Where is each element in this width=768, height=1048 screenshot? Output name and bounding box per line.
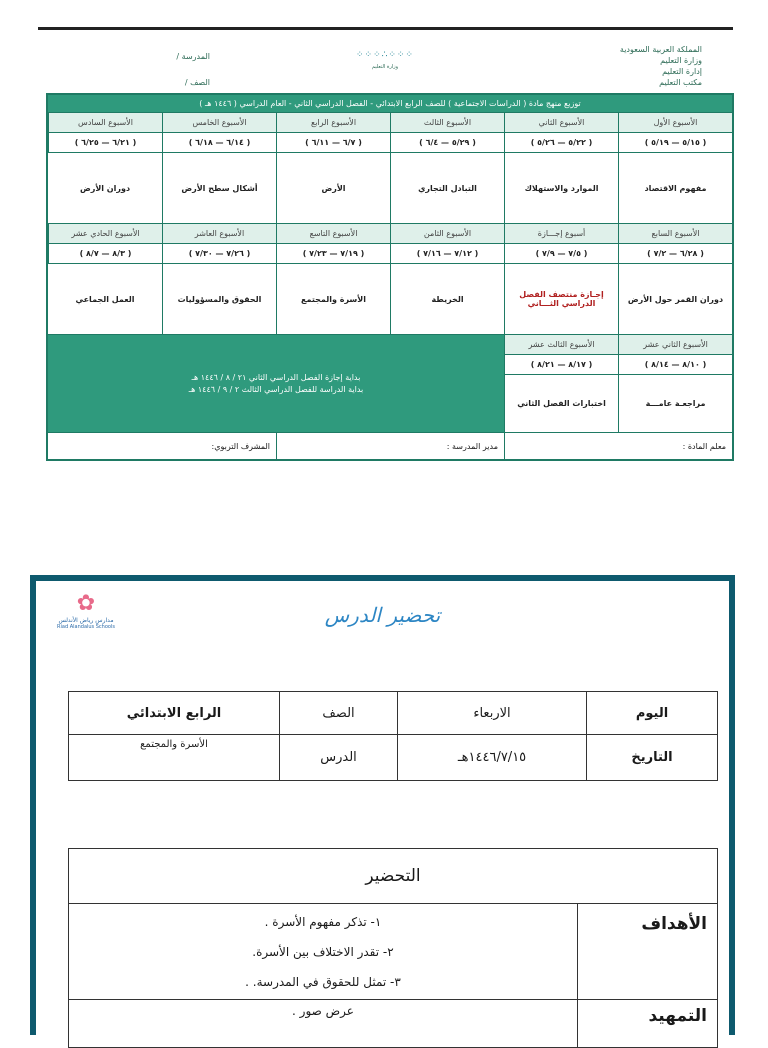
header-country: المملكة العربية السعودية [619,45,702,54]
school-name-ar: مدارس رياض الأندلس [58,617,114,624]
lesson-topic: مراجعـة عامـــة [618,375,732,433]
lesson-label: الدرس [280,735,398,781]
lesson-topic: الخريطة [390,264,504,335]
lesson-info-table [68,691,718,781]
term-start-note: بداية الدراسة للفصل الدراسي الثالث ٢ / ٩ / ١٤٤٦ هـ [188,384,364,394]
teacher-signature: معلم المادة : [504,433,732,459]
week-dates: ( ٦/٢١ — ٦/٢٥ ) [48,133,162,153]
lesson-topic: دوران الأرض [48,153,162,224]
goals-label: الأهداف [578,904,718,1000]
day-value: الاربعاء [398,692,587,735]
plan-block-2 [48,224,732,335]
lesson-topic: العمل الجماعي [48,264,162,335]
lesson-topic: مفهوم الاقتصاد [618,153,732,224]
section-title: التحضير [69,849,718,904]
week-label: الأسبوع الثاني [504,113,618,133]
plan-title: توزيع منهج مادة ( الدراسات الاجتماعية ) للصف الرابع الابتدائي - الفصل الدراسي الثاني - العام الدراسي ( ١٤٤٦ هـ ) [48,95,732,113]
goal-item: ٢- تقدر الاختلاف بين الأسرة. [252,944,394,959]
week-label: الأسبوع الثالث عشر [504,335,618,355]
day-label: اليوم [587,692,718,735]
semester-notes [48,335,504,433]
grade-value: الرابع الابتدائي [69,692,280,735]
plan-block-1 [48,113,732,224]
ministry-logo-icon: ⁘⁘⁘∴⁘⁘⁘ [356,50,414,60]
week-dates: ( ٧/١٢ — ٧/١٦ ) [390,244,504,264]
header-class: الصف / [184,78,210,87]
week-dates: ( ٨/٣ — ٨/٧ ) [48,244,162,264]
ministry-header [620,44,702,88]
week-dates: ( ٥/١٥ — ٥/١٩ ) [618,133,732,153]
lesson-topic: الأرض [276,153,390,224]
week-label: الأسبوع الحادي عشر [48,224,162,244]
lesson-topic: الأسرة والمجتمع [276,264,390,335]
week-dates: ( ٧/١٩ — ٧/٢٣ ) [276,244,390,264]
lesson-topic: أشكال سطح الأرض [162,153,276,224]
week-dates: ( ٦/١٤ — ٦/١٨ ) [162,133,276,153]
ministry-logo-text: وزارة التعليم [371,64,399,70]
week-label: الأسبوع الثامن [390,224,504,244]
intro-value: عرض صور . [69,1000,578,1048]
week-label: الأسبوع الأول [618,113,732,133]
top-rule [38,27,733,30]
header-school: المدرسة / [176,52,210,61]
plan-block-3 [48,335,732,433]
week-dates: ( ٦/٧ — ٦/١١ ) [276,133,390,153]
goals-list [69,904,578,1000]
tree-logo-icon: ✿ [76,591,96,616]
week-label: أسبوع إجـــازة [504,224,618,244]
school-header [170,44,210,96]
lesson-prep-page [30,575,735,1035]
preparation-table [68,848,718,1048]
week-label: الأسبوع الخامس [162,113,276,133]
week-label: الأسبوع الثالث [390,113,504,133]
week-label: الأسبوع السابع [618,224,732,244]
week-label: الأسبوع السادس [48,113,162,133]
goal-item: ١- تذكر مفهوم الأسرة . [264,914,382,929]
week-label: الأسبوع الثاني عشر [618,335,732,355]
supervisor-signature: المشرف التربوي: [211,441,270,451]
principal-signature: مدير المدرسة : [276,433,504,459]
week-dates: ( ٧/٥ — ٧/٩ ) [504,244,618,264]
intro-label: التمهيد [578,1000,718,1048]
midterm-break: إجـازة منتصف الفصل الدراسي الثـــاني [504,264,618,335]
lesson-topic: الحقوق والمسؤوليات [162,264,276,335]
header-ministry: وزارة التعليم [660,56,702,65]
curriculum-plan-table [46,93,734,461]
break-start-note: بداية إجازة الفصل الدراسي الثاني ٢١ / ٨ / ١٤٤٦ هـ [191,372,361,382]
header-office: مكتب التعليم [659,78,702,87]
goal-item: ٣- تمثل للحقوق في المدرسة. . [245,974,401,989]
lesson-topic: دوران القمر حول الأرض [618,264,732,335]
signature-row [48,433,732,459]
prep-title: تحضير الدرس [324,603,441,627]
week-label: الأسبوع التاسع [276,224,390,244]
ministry-logo [340,50,430,80]
week-dates: ( ٥/٢٩ — ٦/٤ ) [390,133,504,153]
week-dates: ( ٨/١٠ — ٨/١٤ ) [618,355,732,375]
header-directorate: إدارة التعليم [662,67,702,76]
lesson-topic: التبادل التجاري [390,153,504,224]
grade-label: الصف [280,692,398,735]
date-label: التاريخ [587,735,718,781]
lesson-value: الأسرة والمجتمع [69,735,280,781]
week-dates: ( ٨/١٧ — ٨/٢١ ) [504,355,618,375]
school-name-en: Riad Alandalus Schools [57,624,115,630]
week-dates: ( ٧/٢٦ — ٧/٣٠ ) [162,244,276,264]
week-label: الأسبوع العاشر [162,224,276,244]
date-value: ١٤٤٦/٧/١٥هـ [398,735,587,781]
week-dates: ( ٥/٢٢ — ٥/٢٦ ) [504,133,618,153]
lesson-topic: الموارد والاستهلاك [504,153,618,224]
week-label: الأسبوع الرابع [276,113,390,133]
lesson-topic: اختبارات الفصل الثاني [504,375,618,433]
week-dates: ( ٦/٢٨ — ٧/٢ ) [618,244,732,264]
